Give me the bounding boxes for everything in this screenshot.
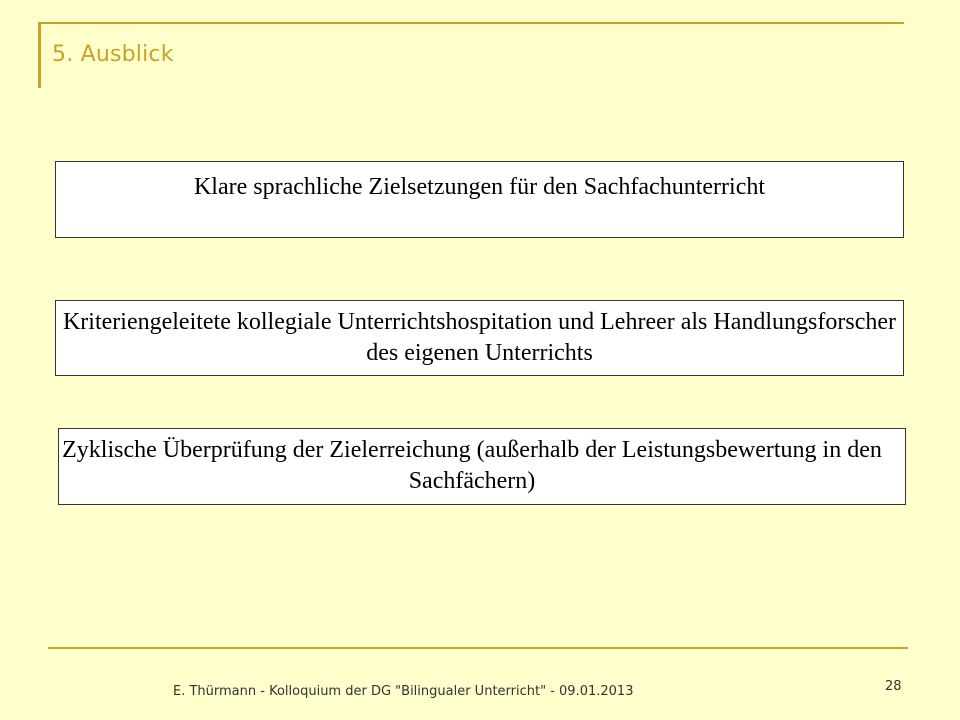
content-box-text: Kriteriengeleitete kollegiale Unterrichtshospitation und Lehreer als Handlungsforscher des eigenen Unterrichts xyxy=(62,309,897,366)
footer-divider xyxy=(48,647,908,649)
title-divider-horizontal xyxy=(40,22,904,24)
title-divider-vertical xyxy=(38,22,41,88)
slide-title: 5. Ausblick xyxy=(52,42,174,67)
footer-caption: E. Thürmann - Kolloquium der DG "Bilingualer Unterricht" - 09.01.2013 xyxy=(173,684,634,699)
page-number: 28 xyxy=(885,679,902,694)
content-box-text: Klare sprachliche Zielsetzungen für den Sachfachunterricht xyxy=(193,174,766,200)
content-box-cyclic-review xyxy=(58,428,906,505)
content-box-language-goals xyxy=(55,161,904,238)
content-box-text: Zyklische Überprüfung der Zielerreichung (außerhalb der Leistungsbewertung in den Sachfächern) xyxy=(62,437,882,494)
content-box-peer-observation xyxy=(55,300,904,376)
